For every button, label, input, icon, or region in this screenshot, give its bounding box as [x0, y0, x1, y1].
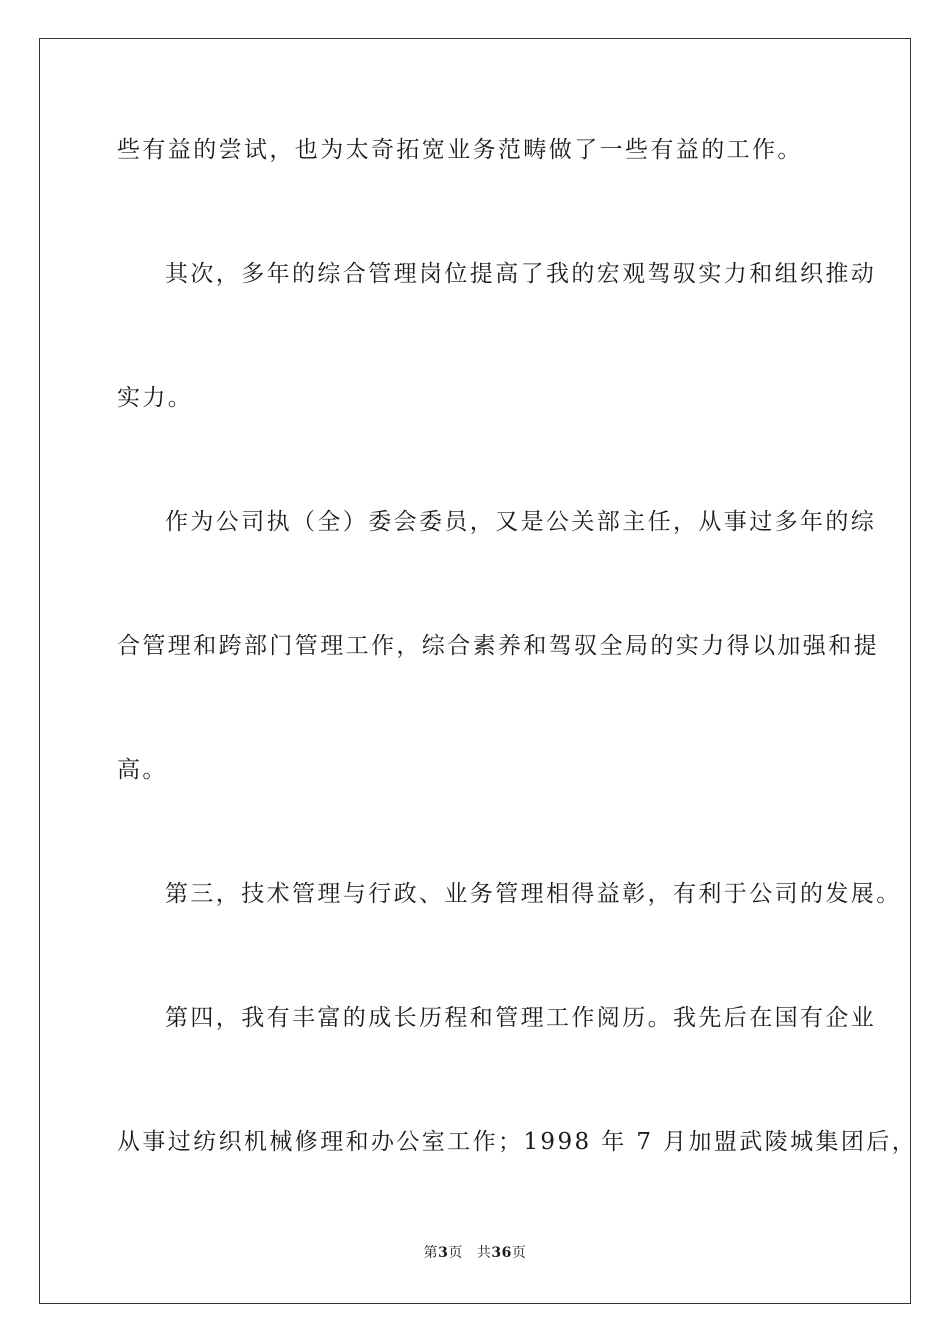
paragraph-line: 作为公司执（全）委会委员，又是公关部主任，从事过多年的综	[165, 509, 877, 535]
paragraph-line: 合管理和跨部门管理工作，综合素养和驾驭全局的实力得以加强和提	[117, 633, 879, 659]
total-prefix: 共	[476, 1245, 492, 1261]
paragraph-line: 高。	[117, 757, 168, 783]
total-pages: 36	[491, 1245, 512, 1261]
paragraph-line: 第三，技术管理与行政、业务管理相得益彰，有利于公司的发展。	[165, 881, 902, 907]
page-suffix: 页	[448, 1245, 463, 1261]
paragraph-line: 从事过纺织机械修理和办公室工作；1998 年 7 月加盟武陵城集团后，	[117, 1129, 918, 1155]
paragraph-line: 些有益的尝试，也为太奇拓宽业务范畴做了一些有益的工作。	[117, 137, 803, 163]
total-suffix: 页	[511, 1245, 527, 1261]
paragraph-line: 实力。	[117, 385, 194, 411]
page-border	[39, 38, 911, 1304]
paragraph-line: 第四，我有丰富的成长历程和管理工作阅历。我先后在国有企业	[165, 1005, 877, 1031]
page-footer	[0, 1244, 950, 1262]
page-number: 3	[438, 1245, 449, 1261]
page-prefix: 第	[423, 1245, 439, 1261]
paragraph-line: 其次，多年的综合管理岗位提高了我的宏观驾驭实力和组织推动	[165, 261, 877, 287]
